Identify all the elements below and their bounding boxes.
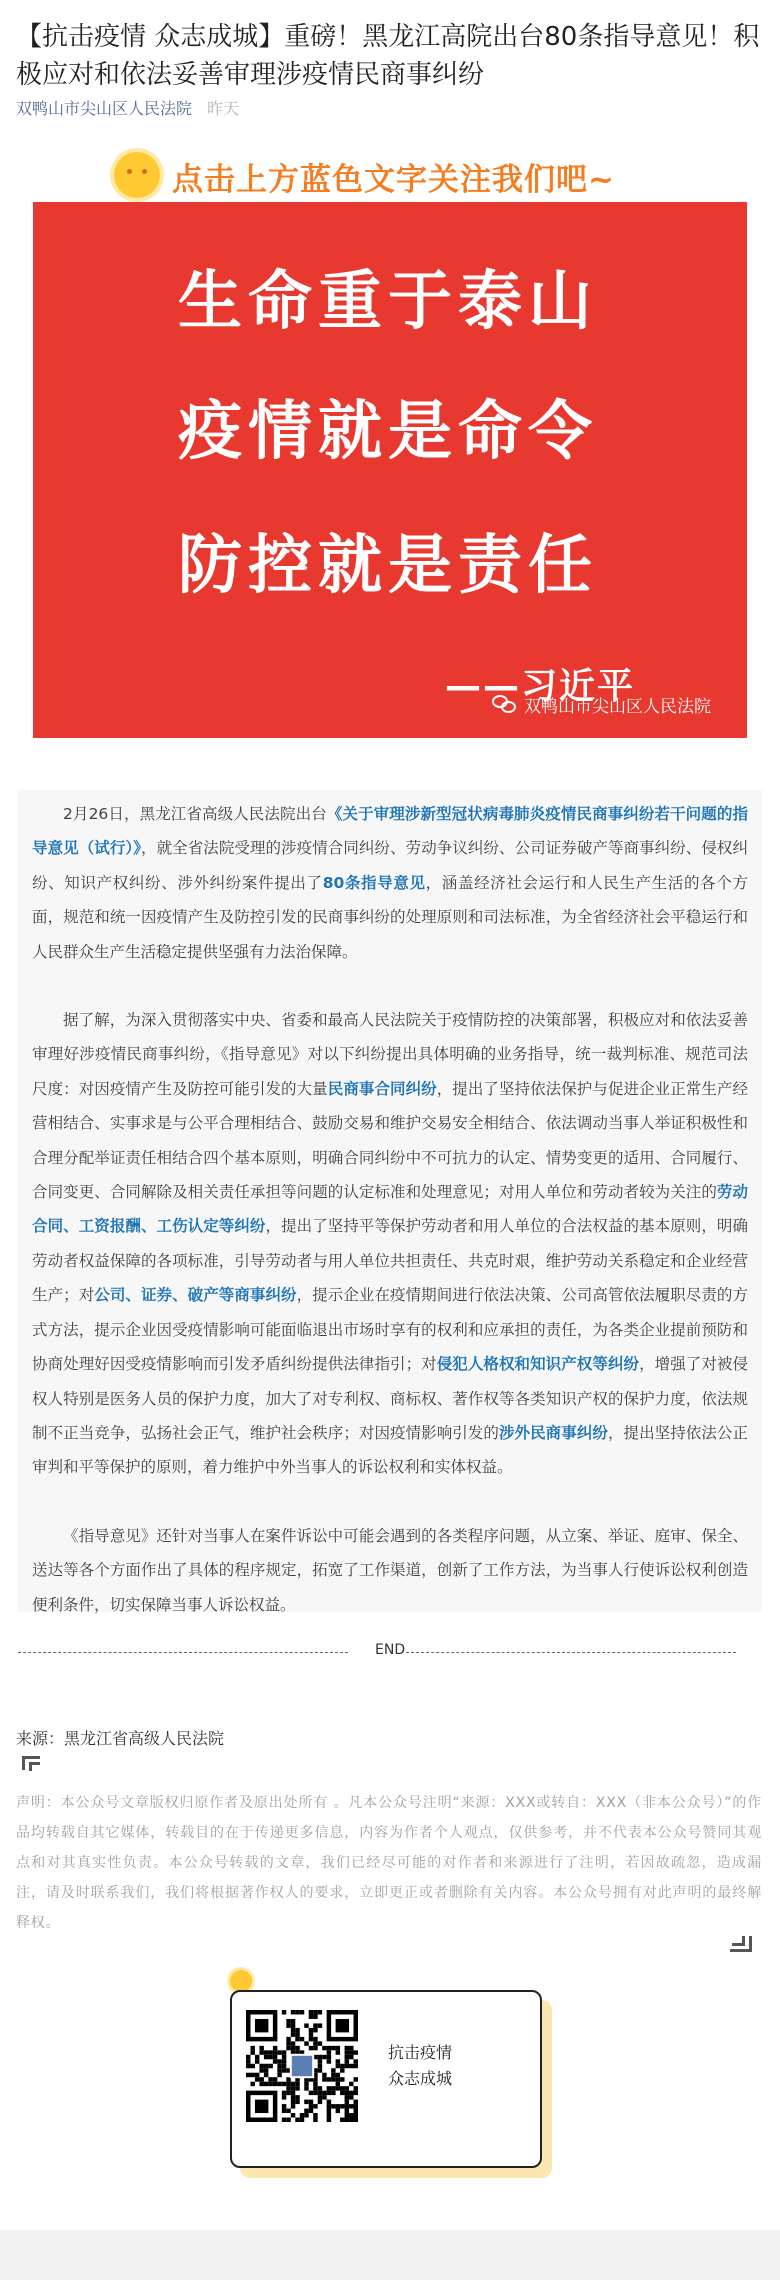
article-body (18, 790, 762, 1612)
follow-banner (110, 150, 670, 200)
paragraph-text: ，提示企业在疫情期间进行依法决策、公司高管依法履职尽责的方式方法，提示企业因受疫情影响可能面临退出市场时享有的权利和应承担的责任，为各类企业提前预防和协商处理好因受疫情影响而引发矛盾纠纷提供法律指引；对 (32, 1286, 748, 1374)
publish-date: 昨天 (207, 99, 240, 118)
slogan-line-3: 防控就是责任 (178, 529, 598, 603)
paragraph-text: 2月26日，黑龙江省高级人民法院出台 (63, 805, 327, 823)
disclaimer: 声明：本公众号文章版权归原作者及原出处所有 。凡本公众号注明“来源：XXX或转自：XXX（非本公众号）”的作品均转载自其它媒体，转载目的在于传递更多信息，内容为作者个人观点，仅供参考，并不代表本公众号赞同其观点和对其真实性负责。本公众号转载的文章，我们已经尽可能的对作者和来源进行了注明，若因故疏忽，造成漏注，请及时联系我们，我们将根据著作权人的要求，立即更正或者删除有关内容。本公众号拥有对此声明的最终解释权。 (16, 1795, 762, 1931)
open-quote-icon (22, 1756, 40, 1770)
slogan-signature: ——习近平 (445, 666, 636, 707)
highlight-text: 民商事合同纠纷 (327, 1079, 437, 1098)
slogan-poster (33, 202, 747, 738)
qr-card-line-1: 抗击疫情 (388, 2043, 453, 2062)
article-meta (16, 96, 239, 119)
divider-line (18, 1652, 348, 1653)
paragraph-3 (32, 1519, 748, 1622)
wechat-icon (492, 695, 518, 715)
qr-card-text (388, 2040, 452, 2092)
qr-code-image[interactable] (246, 2010, 358, 2122)
paragraph-2 (32, 1003, 748, 1485)
highlight-text: 劳动合同、工资报酬、工伤认定等纠纷 (32, 1183, 748, 1236)
paragraph-text: 据了解，为深入贯彻落实中央、省委和最高人民法院关于疫情防控的决策部署，积极应对和依法妥善审理好涉疫情民商事纠纷，《指导意见》对以下纠纷提出具体明确的业务指导，统一裁判标准、规范司法尺度：对因疫情产生及防控可能引发的大量 (32, 1011, 748, 1098)
highlight-text: 涉外民商事纠纷 (498, 1423, 608, 1442)
paragraph-text: ，就全省法院受理的涉疫情合同纠纷、劳动争议纠纷、公司证券破产等商事纠纷、侵权纠纷、知识产权纠纷、涉外纠纷案件提出了 (32, 839, 748, 892)
sun-icon (114, 152, 160, 198)
watermark-text: 双鸭山市尖山区人民法院 (524, 697, 711, 717)
footer-bar (0, 2230, 780, 2280)
highlight-text: 《关于审理涉新型冠状病毒肺炎疫情民商事纠纷若干问题的指导意见（试行）》 (32, 805, 748, 858)
end-label: END (375, 1642, 406, 1658)
paragraph-text: 《指导意见》还针对当事人在案件诉讼中可能会遇到的各类程序问题，从立案、举证、庭审、保全、送达等各个方面作出了具体的程序规定，拓宽了工作渠道，创新了工作方法，为当事人行使诉讼权利创造便利条件，切实保障当事人诉讼权益。 (32, 1526, 748, 1614)
source-line: 来源：黑龙江省高级人民法院 (16, 1729, 225, 1748)
follow-prompt: 点击上方蓝色文字关注我们吧~ (172, 162, 615, 198)
poster-watermark (492, 692, 711, 717)
end-divider (18, 1642, 736, 1662)
paragraph-text: ，提出坚持依法公正审判和平等保护的原则，着力维护中外当事人的诉讼权利和实体权益。 (32, 1423, 748, 1477)
close-quote-icon (730, 1936, 752, 1952)
sun-icon (230, 1970, 252, 1992)
paragraph-text: ，提出了坚持平等保护劳动者和用人单位的合法权益的基本原则，明确劳动者权益保障的各项标准，引导劳动者与用人单位共担责任、共克时艰，维护劳动关系稳定和企业经营生产；对 (32, 1217, 748, 1305)
paragraph-1 (32, 790, 748, 969)
author-link[interactable]: 双鸭山市尖山区人民法院 (16, 99, 193, 118)
qr-card-line-2: 众志成城 (388, 2069, 453, 2088)
highlight-text: 侵犯人格权和知识产权等纠纷 (436, 1355, 640, 1374)
highlight-text: 80条指导意见 (322, 873, 426, 892)
article-title: 【抗击疫情 众志成城】重磅！黑龙江高院出台80条指导意见！积极应对和依法妥善审理涉疫情民商事纠纷 (16, 22, 760, 90)
divider-line (406, 1652, 736, 1653)
paragraph-text: ，涵盖经济社会运行和人民生产生活的各个方面，规范和统一因疫情产生及防控引发的民商事纠纷的处理原则和司法标准，为全省经济社会平稳运行和人民群众生产生活稳定提供坚强有力法治保障。 (32, 873, 748, 961)
qr-card (230, 1990, 542, 2168)
slogan-line-1: 生命重于泰山 (178, 265, 598, 339)
highlight-text: 公司、证券、破产等商事纠纷 (94, 1286, 297, 1305)
paragraph-text: ，提出了坚持依法保护与促进企业正常生产经营相结合、实事求是与公平合理相结合、鼓励交易和维护交易安全相结合、依法调动当事人举证积极性和合理分配举证责任相结合四个基本原则，明确合同纠纷中不可抗力的认定、情势变更的适用、合同履行、合同变更、合同解除及相关责任承担等问题的认定标准和处理意见；对用人单位和劳动者较为关注的 (32, 1079, 748, 1202)
slogan-line-2: 疫情就是命令 (178, 395, 598, 469)
paragraph-text: ，增强了对被侵权人特别是医务人员的保护力度，加大了对专利权、商标权、著作权等各类知识产权的保护力度，依法规制不正当竞争，弘扬社会正气，维护社会秩序；对因疫情影响引发的 (32, 1355, 748, 1442)
